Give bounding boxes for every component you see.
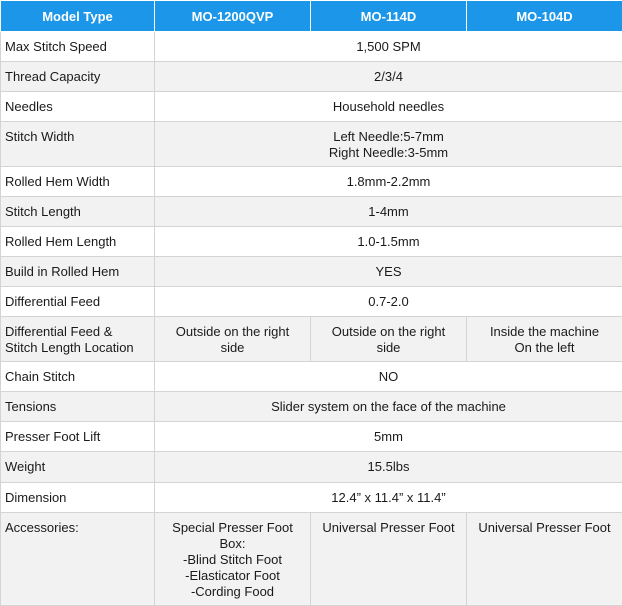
row-differential-feed-location <box>1 317 622 362</box>
row-value: 12.4” x 11.4” x 11.4” <box>155 483 622 513</box>
row-label: Rolled Hem Width <box>1 167 155 197</box>
row-label: Stitch Width <box>1 122 155 167</box>
value-line: -Blind Stitch Foot <box>159 552 306 568</box>
row-rolled-hem-width <box>1 167 622 197</box>
row-accessories <box>1 513 622 606</box>
row-value-mo-114d <box>311 317 467 362</box>
row-value: Household needles <box>155 92 622 122</box>
row-value-mo-104d <box>467 513 622 606</box>
row-value: 1.0-1.5mm <box>155 227 622 257</box>
row-label: Stitch Length <box>1 197 155 227</box>
row-label: Weight <box>1 452 155 483</box>
row-needles <box>1 92 622 122</box>
value-line: Right Needle:3-5mm <box>159 145 618 161</box>
value-line: Outside on the right <box>315 324 462 340</box>
row-label: Tensions <box>1 392 155 422</box>
row-value: 1,500 SPM <box>155 32 622 62</box>
value-line: Special Presser Foot <box>159 520 306 536</box>
value-line: Universal Presser Foot <box>471 520 618 536</box>
row-label: Rolled Hem Length <box>1 227 155 257</box>
row-stitch-width <box>1 122 622 167</box>
row-value-mo-1200qvp <box>155 513 311 606</box>
row-value: 15.5lbs <box>155 452 622 483</box>
row-build-in-rolled-hem <box>1 257 622 287</box>
row-value-mo-114d <box>311 513 467 606</box>
value-line: Box: <box>159 536 306 552</box>
value-line: Universal Presser Foot <box>315 520 462 536</box>
model-header-mo-1200qvp: MO-1200QVP <box>155 1 311 32</box>
row-label: Accessories: <box>1 513 155 606</box>
row-value: NO <box>155 362 622 392</box>
row-stitch-length <box>1 197 622 227</box>
row-label: Presser Foot Lift <box>1 422 155 452</box>
row-value-mo-1200qvp <box>155 317 311 362</box>
value-line: Outside on the right <box>159 324 306 340</box>
row-label: Differential Feed <box>1 287 155 317</box>
row-label: Build in Rolled Hem <box>1 257 155 287</box>
row-value: 1.8mm-2.2mm <box>155 167 622 197</box>
row-label: Dimension <box>1 483 155 513</box>
model-type-header: Model Type <box>1 1 155 32</box>
value-line: side <box>159 340 306 356</box>
row-value: 5mm <box>155 422 622 452</box>
value-line: -Cording Food <box>159 584 306 600</box>
value-line: side <box>315 340 462 356</box>
row-value: 0.7-2.0 <box>155 287 622 317</box>
row-chain-stitch <box>1 362 622 392</box>
row-weight <box>1 452 622 483</box>
row-value: 1-4mm <box>155 197 622 227</box>
model-header-mo-114d: MO-114D <box>311 1 467 32</box>
row-max-stitch-speed <box>1 32 622 62</box>
row-label: Chain Stitch <box>1 362 155 392</box>
row-value: YES <box>155 257 622 287</box>
row-tensions <box>1 392 622 422</box>
row-value-mo-104d <box>467 317 622 362</box>
value-line: Inside the machine <box>471 324 618 340</box>
header-row <box>1 1 622 32</box>
value-line: On the left <box>471 340 618 356</box>
label-line: Differential Feed & <box>5 324 150 340</box>
row-dimension <box>1 483 622 513</box>
model-header-mo-104d: MO-104D <box>467 1 622 32</box>
value-line: -Elasticator Foot <box>159 568 306 584</box>
row-label <box>1 317 155 362</box>
value-line: Left Needle:5-7mm <box>159 129 618 145</box>
row-rolled-hem-length <box>1 227 622 257</box>
row-differential-feed <box>1 287 622 317</box>
row-value <box>155 122 622 167</box>
row-label: Needles <box>1 92 155 122</box>
row-value: Slider system on the face of the machine <box>155 392 622 422</box>
row-label: Max Stitch Speed <box>1 32 155 62</box>
row-thread-capacity <box>1 62 622 92</box>
row-value: 2/3/4 <box>155 62 622 92</box>
row-presser-foot-lift <box>1 422 622 452</box>
row-label: Thread Capacity <box>1 62 155 92</box>
label-line: Stitch Length Location <box>5 340 150 356</box>
